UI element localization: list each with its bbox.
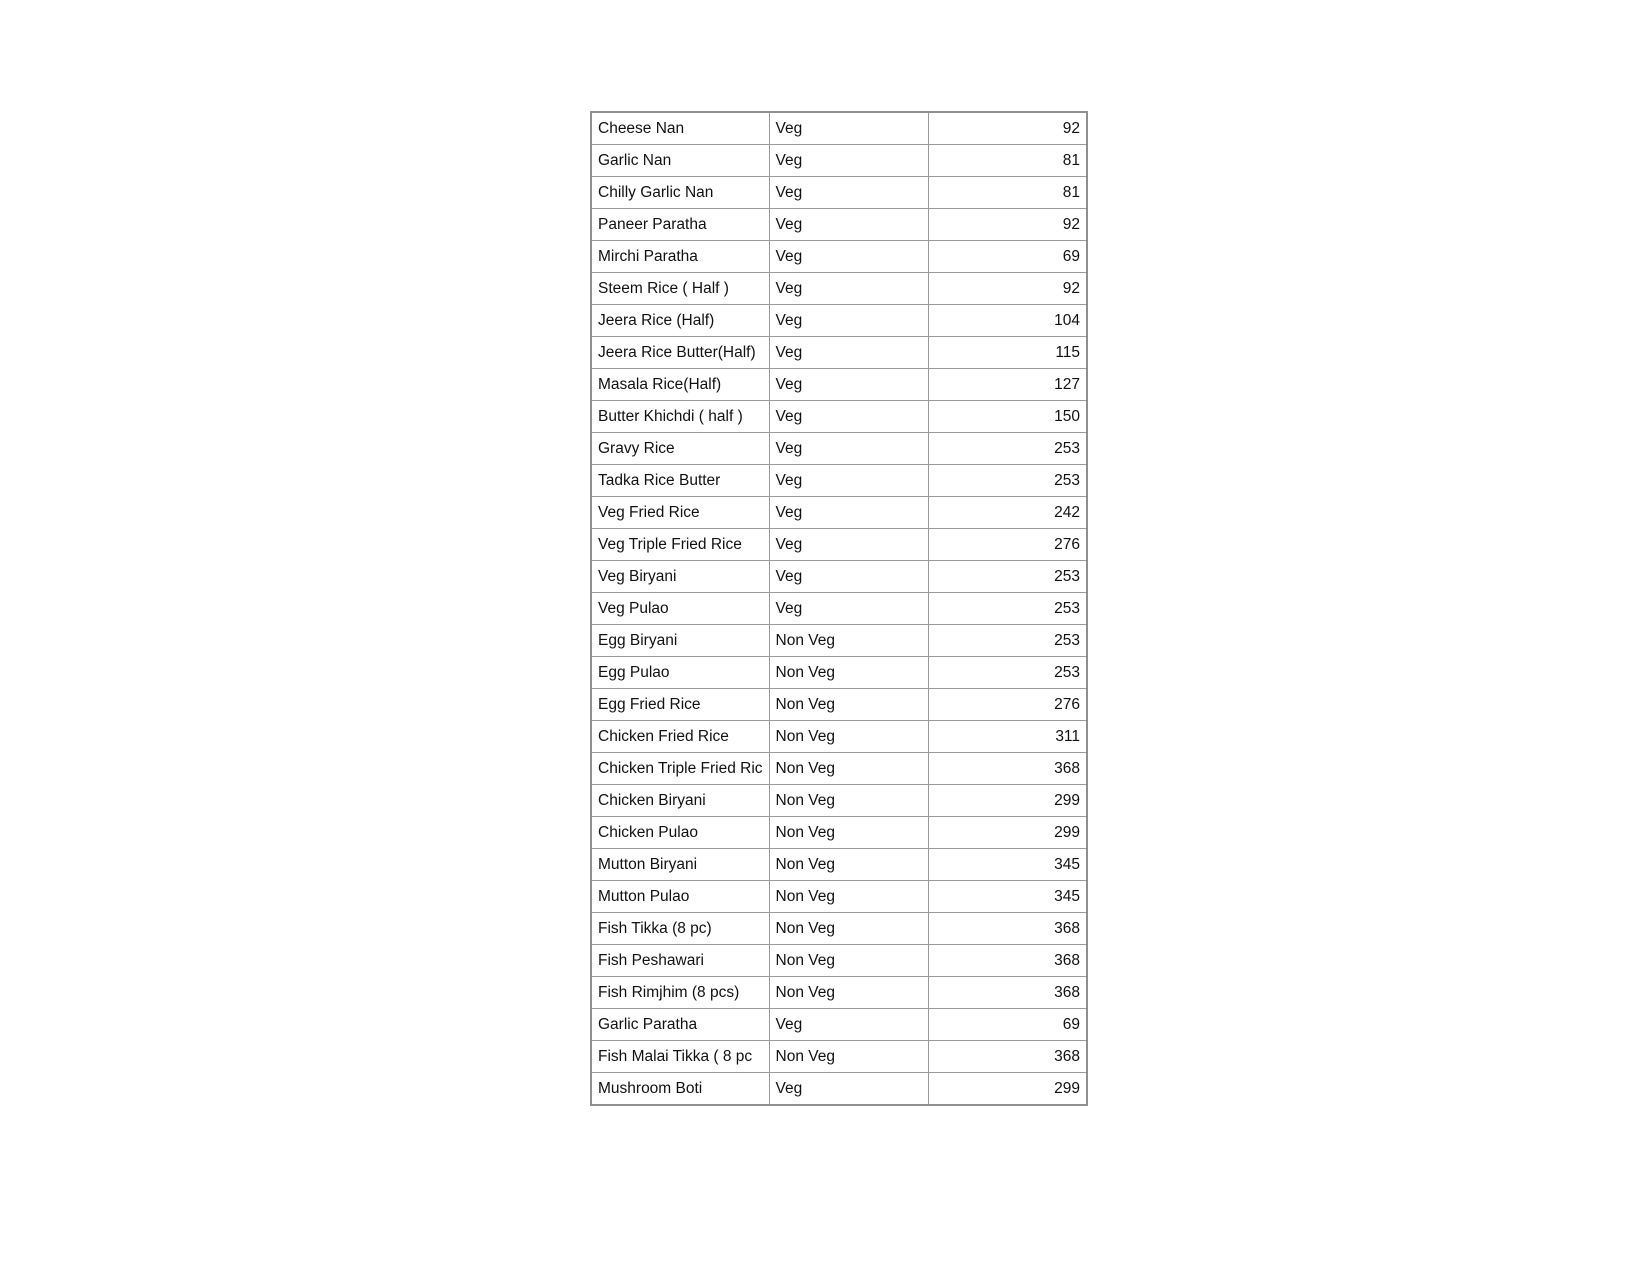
table-row <box>591 817 1087 849</box>
table-row <box>591 497 1087 529</box>
dish-price-cell: 368 <box>928 977 1087 1009</box>
dish-type-cell: Non Veg <box>769 881 928 913</box>
dish-price-cell: 253 <box>928 625 1087 657</box>
dish-name-cell: Garlic Paratha <box>591 1009 769 1041</box>
dish-name-cell: Cheese Nan <box>591 112 769 145</box>
table-row <box>591 369 1087 401</box>
dish-type-cell: Non Veg <box>769 689 928 721</box>
dish-name-cell: Egg Biryani <box>591 625 769 657</box>
dish-type-cell: Veg <box>769 1073 928 1106</box>
dish-price-cell: 253 <box>928 593 1087 625</box>
dish-type-cell: Veg <box>769 529 928 561</box>
dish-price-cell: 345 <box>928 881 1087 913</box>
dish-price-cell: 81 <box>928 145 1087 177</box>
dish-name-cell: Mushroom Boti <box>591 1073 769 1106</box>
dish-type-cell: Veg <box>769 433 928 465</box>
dish-type-cell: Veg <box>769 1009 928 1041</box>
dish-price-cell: 115 <box>928 337 1087 369</box>
table-row <box>591 945 1087 977</box>
table-row <box>591 977 1087 1009</box>
dish-price-cell: 242 <box>928 497 1087 529</box>
dish-price-cell: 253 <box>928 561 1087 593</box>
dish-name-cell: Garlic Nan <box>591 145 769 177</box>
table-row <box>591 913 1087 945</box>
dish-type-cell: Veg <box>769 177 928 209</box>
table-row <box>591 721 1087 753</box>
table-row <box>591 625 1087 657</box>
dish-name-cell: Mutton Biryani <box>591 849 769 881</box>
dish-price-cell: 299 <box>928 1073 1087 1106</box>
dish-type-cell: Veg <box>769 369 928 401</box>
dish-price-cell: 69 <box>928 241 1087 273</box>
dish-type-cell: Veg <box>769 112 928 145</box>
table-row <box>591 305 1087 337</box>
dish-name-cell: Fish Rimjhim (8 pcs) <box>591 977 769 1009</box>
table-row <box>591 337 1087 369</box>
table-row <box>591 593 1087 625</box>
dish-type-cell: Veg <box>769 401 928 433</box>
table-row <box>591 1009 1087 1041</box>
dish-price-cell: 368 <box>928 753 1087 785</box>
table-row <box>591 753 1087 785</box>
dish-type-cell: Veg <box>769 145 928 177</box>
dish-type-cell: Non Veg <box>769 1041 928 1073</box>
dish-name-cell: Chicken Pulao <box>591 817 769 849</box>
dish-name-cell: Chicken Fried Rice <box>591 721 769 753</box>
dish-price-cell: 253 <box>928 657 1087 689</box>
dish-type-cell: Non Veg <box>769 657 928 689</box>
dish-price-cell: 253 <box>928 433 1087 465</box>
dish-name-cell: Veg Pulao <box>591 593 769 625</box>
dish-price-cell: 368 <box>928 913 1087 945</box>
dish-price-cell: 92 <box>928 112 1087 145</box>
dish-name-cell: Masala Rice(Half) <box>591 369 769 401</box>
table-row <box>591 1041 1087 1073</box>
table-row <box>591 881 1087 913</box>
table-row <box>591 657 1087 689</box>
dish-name-cell: Veg Fried Rice <box>591 497 769 529</box>
table-row <box>591 209 1087 241</box>
dish-type-cell: Non Veg <box>769 945 928 977</box>
dish-name-cell: Paneer Paratha <box>591 209 769 241</box>
dish-type-cell: Non Veg <box>769 849 928 881</box>
dish-price-cell: 253 <box>928 465 1087 497</box>
dish-type-cell: Non Veg <box>769 721 928 753</box>
table-row <box>591 177 1087 209</box>
dish-price-cell: 299 <box>928 817 1087 849</box>
dish-price-cell: 311 <box>928 721 1087 753</box>
table-row <box>591 849 1087 881</box>
dish-name-cell: Fish Peshawari <box>591 945 769 977</box>
dish-type-cell: Veg <box>769 273 928 305</box>
dish-name-cell: Mutton Pulao <box>591 881 769 913</box>
dish-name-cell: Egg Fried Rice <box>591 689 769 721</box>
table-row <box>591 241 1087 273</box>
dish-name-cell: Mirchi Paratha <box>591 241 769 273</box>
table-row <box>591 561 1087 593</box>
dish-name-cell: Jeera Rice (Half) <box>591 305 769 337</box>
dish-price-cell: 368 <box>928 1041 1087 1073</box>
dish-name-cell: Veg Triple Fried Rice <box>591 529 769 561</box>
menu-table-body <box>591 112 1087 1105</box>
table-row <box>591 273 1087 305</box>
table-row <box>591 529 1087 561</box>
dish-price-cell: 368 <box>928 945 1087 977</box>
dish-price-cell: 345 <box>928 849 1087 881</box>
dish-price-cell: 104 <box>928 305 1087 337</box>
dish-type-cell: Veg <box>769 241 928 273</box>
dish-name-cell: Fish Tikka (8 pc) <box>591 913 769 945</box>
dish-type-cell: Non Veg <box>769 625 928 657</box>
dish-type-cell: Veg <box>769 305 928 337</box>
dish-price-cell: 276 <box>928 689 1087 721</box>
table-row <box>591 689 1087 721</box>
table-row <box>591 1073 1087 1106</box>
dish-price-cell: 276 <box>928 529 1087 561</box>
dish-name-cell: Fish Malai Tikka ( 8 pc <box>591 1041 769 1073</box>
table-row <box>591 401 1087 433</box>
dish-type-cell: Veg <box>769 465 928 497</box>
dish-type-cell: Veg <box>769 497 928 529</box>
menu-price-table <box>590 111 1088 1106</box>
table-row <box>591 785 1087 817</box>
dish-price-cell: 92 <box>928 273 1087 305</box>
dish-price-cell: 69 <box>928 1009 1087 1041</box>
table-row <box>591 145 1087 177</box>
dish-type-cell: Veg <box>769 209 928 241</box>
dish-name-cell: Gravy Rice <box>591 433 769 465</box>
dish-type-cell: Non Veg <box>769 753 928 785</box>
dish-name-cell: Veg Biryani <box>591 561 769 593</box>
dish-price-cell: 81 <box>928 177 1087 209</box>
dish-name-cell: Tadka Rice Butter <box>591 465 769 497</box>
table-row <box>591 465 1087 497</box>
table-row <box>591 433 1087 465</box>
dish-price-cell: 299 <box>928 785 1087 817</box>
dish-name-cell: Chilly Garlic Nan <box>591 177 769 209</box>
dish-name-cell: Steem Rice ( Half ) <box>591 273 769 305</box>
dish-price-cell: 127 <box>928 369 1087 401</box>
table-row <box>591 112 1087 145</box>
dish-type-cell: Veg <box>769 593 928 625</box>
dish-type-cell: Non Veg <box>769 913 928 945</box>
dish-name-cell: Egg Pulao <box>591 657 769 689</box>
dish-type-cell: Non Veg <box>769 977 928 1009</box>
dish-name-cell: Jeera Rice Butter(Half) <box>591 337 769 369</box>
dish-type-cell: Veg <box>769 337 928 369</box>
dish-price-cell: 92 <box>928 209 1087 241</box>
dish-name-cell: Chicken Triple Fried Ric <box>591 753 769 785</box>
dish-name-cell: Chicken Biryani <box>591 785 769 817</box>
dish-type-cell: Veg <box>769 561 928 593</box>
dish-name-cell: Butter Khichdi ( half ) <box>591 401 769 433</box>
dish-price-cell: 150 <box>928 401 1087 433</box>
dish-type-cell: Non Veg <box>769 817 928 849</box>
dish-type-cell: Non Veg <box>769 785 928 817</box>
